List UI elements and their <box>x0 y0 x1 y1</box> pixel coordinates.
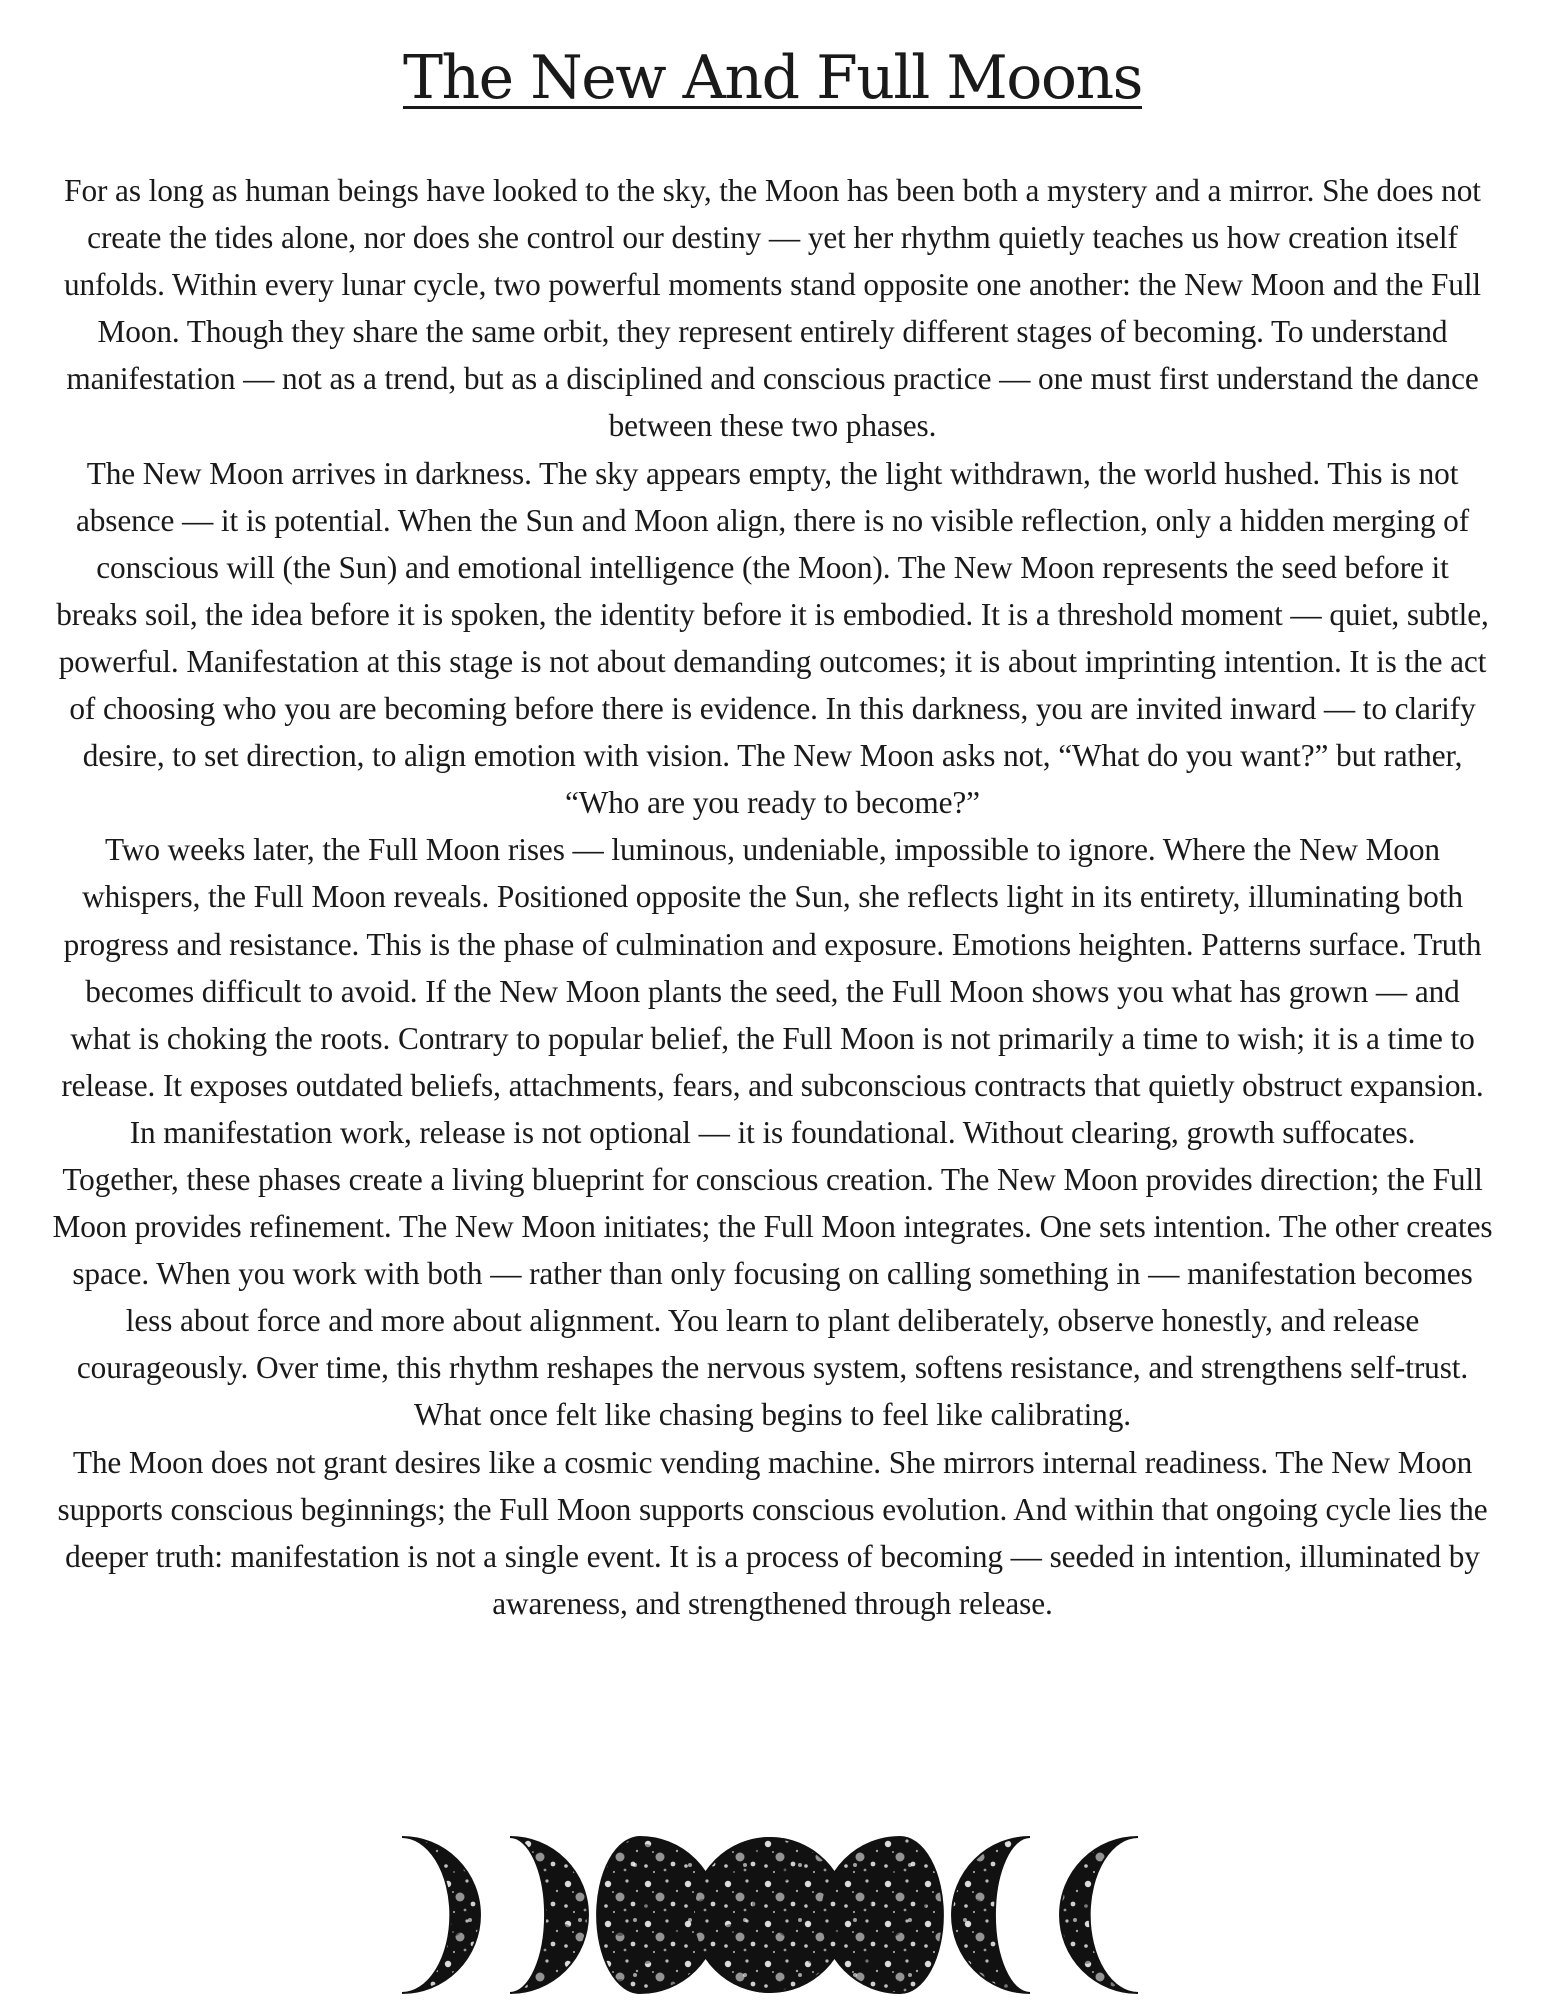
moon-group <box>402 1837 1138 1993</box>
paragraph-together: Together, these phases create a living blueprint for conscious creation. The New Moon provides direction; the Full Moon provides refinement. The New Moon initiates; the Full Moon integrates. One sets intention. The other creates space. When you work with both — rather than only focusing on calling something in — manifestation becomes less about force and more about alignment. You learn to plant deliberately, observe honestly, and release courageously. Over time, this rhythm reshapes the nervous system, softens resistance, and strengthens self-trust. What once felt like chasing begins to feel like calibrating. <box>52 1161 1493 1433</box>
waxing-crescent-wide-moon-icon <box>510 1837 588 1993</box>
body-text <box>52 167 1493 1627</box>
page-title <box>0 38 1545 118</box>
moon-phases-svg <box>0 1835 1545 2000</box>
waning-crescent-moon-icon <box>1060 1837 1138 1993</box>
waning-crescent-wide-moon-icon <box>952 1837 1030 1993</box>
waxing-crescent-moon-icon <box>402 1837 480 1993</box>
paragraph-intro: For as long as human beings have looked to the sky, the Moon has been both a mystery and a mirror. She does not create the tides alone, nor does she control our destiny — yet her rhythm quietly teaches us how creation itself unfolds. Within every lunar cycle, two powerful moments stand opposite one another: the New Moon and the Full Moon. Though they share the same orbit, they represent entirely different stages of becoming. To understand manifestation — not as a trend, but as a disciplined and conscious practice — one must first understand the dance between these two phases. <box>63 173 1482 444</box>
page-title-text: The New And Full Moons <box>403 43 1142 113</box>
waning-gibbous-moon-icon <box>822 1837 943 1993</box>
paragraph-full-moon: Two weeks later, the Full Moon rises — luminous, undeniable, impossible to ignore. Where the New Moon whispers, the Full Moon reveals. Positioned opposite the Sun, she reflects light in its entirety, illuminating both progress and resistance. This is the phase of culmination and exposure. Emotions heighten. Patterns surface. Truth becomes difficult to avoid. If the New Moon plants the seed, the Full Moon shows you what has grown — and what is choking the roots. Contrary to popular belief, the Full Moon is not primarily a time to wish; it is a time to release. It exposes outdated beliefs, attachments, fears, and subconscious contracts that quietly obstruct expansion. In manifestation work, release is not optional — it is foundational. Without clearing, growth suffocates. <box>61 832 1484 1150</box>
moon-phases-illustration <box>0 1835 1545 2005</box>
paragraph-conclusion: The Moon does not grant desires like a cosmic vending machine. She mirrors internal readiness. The New Moon supports conscious beginnings; the Full Moon supports conscious evolution. And within that ongoing cycle lies the deeper truth: manifestation is not a single event. It is a process of becoming — seeded in intention, illuminated by awareness, and strengthened through release. <box>57 1444 1488 1621</box>
paragraph-new-moon: The New Moon arrives in darkness. The sky appears empty, the light withdrawn, the world hushed. This is not absence — it is potential. When the Sun and Moon align, there is no visible reflection, only a hidden merging of conscious will (the Sun) and emotional intelligence (the Moon). The New Moon represents the seed before it breaks soil, the idea before it is spoken, the identity before it is embodied. It is a threshold moment — quiet, subtle, powerful. Manifestation at this stage is not about demanding outcomes; it is about imprinting intention. It is the act of choosing who you are becoming before there is evidence. In this darkness, you are invited inward — to clarify desire, to set direction, to align emotion with vision. The New Moon asks not, “What do you want?” but rather, “Who are you ready to become?” <box>56 455 1489 821</box>
